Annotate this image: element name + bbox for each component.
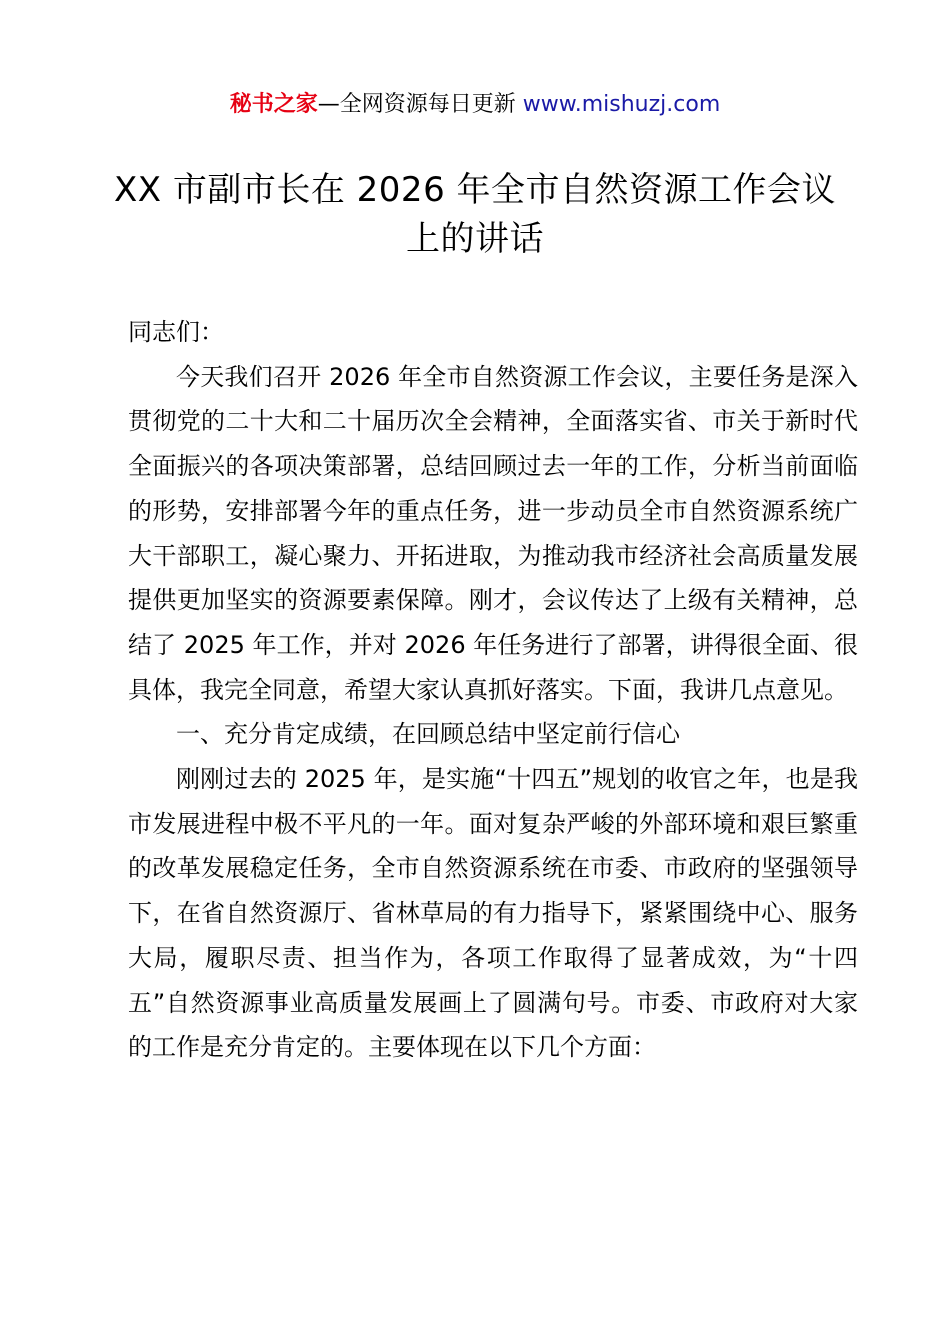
document-title: XX 市副市长在 2026 年全市自然资源工作会议上的讲话 [113,170,837,259]
site-brand-name: 秘书之家 [229,92,318,117]
document-body [128,310,858,1070]
site-tagline: —全网资源每日更新 [317,92,516,117]
site-url-link[interactable]: www.mishuzj.com [522,92,721,117]
site-header [0,88,950,122]
salutation: 同志们： [128,318,224,346]
paragraph-intro: 今天我们召开 2026 年全市自然资源工作会议，主要任务是深入贯彻党的二十大和二十届历次全会精神，全面落实省、市关于新时代全面振兴的各项决策部署，总结回顾过去一年的工作，分析当前面临的形势，安排部署今年的重点任务，进一步动员全市自然资源系统广大干部职工，凝心聚力、开拓进取，为推动我市经济社会高质量发展提供更加坚实的资源要素保障。刚才，会议传达了上级有关精神，总结了 2025 年工作，并对 2026 年任务进行了部署，讲得很全面、很具体，我完全同意，希望大家认真抓好落实。下面，我讲几点意见。 [128,362,858,704]
paragraph-review: 刚刚过去的 2025 年，是实施“十四五”规划的收官之年，也是我市发展进程中极不平凡的一年。面对复杂严峻的外部环境和艰巨繁重的改革发展稳定任务，全市自然资源系统在市委、市政府的坚强领导下，在省自然资源厅、省林草局的有力指导下，紧紧围绕中心、服务大局，履职尽责、担当作为，各项工作取得了显著成效，为“十四五”自然资源事业高质量发展画上了圆满句号。市委、市政府对大家的工作是充分肯定的。主要体现在以下几个方面： [128,765,858,1062]
section-heading-1: 一、充分肯定成绩，在回顾总结中坚定前行信心 [176,720,680,749]
